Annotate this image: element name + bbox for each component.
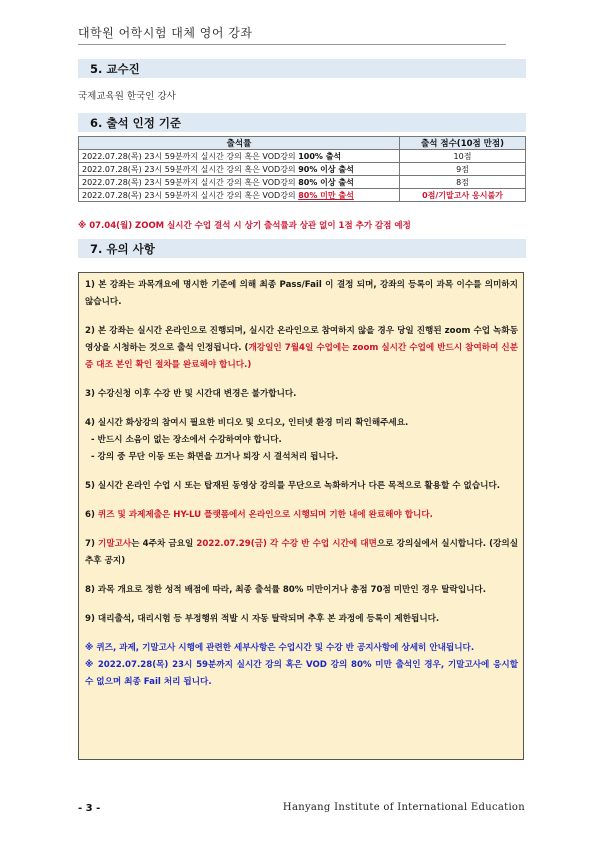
footer-org: Hanyang Institute of International Education <box>282 802 525 813</box>
row-prefix: 2022.07.28(목) 23시 59분까지 실시간 강의 혹은 VOD강의 <box>82 190 299 200</box>
section-5-heading: 5. 교수진 <box>90 62 140 76</box>
attendance-table <box>78 136 526 202</box>
notice-item-2-highlight: 개강일인 7월4일 수업에는 zoom 실시간 수업에 반드시 참여하여 신분증 대조 본인 확인 절차를 완료해야 합니다.) <box>85 343 519 370</box>
notice-note-1: ※ 퀴즈, 과제, 기말고사 시행에 관련한 세부사항은 수업시간 및 수강 반 공지사항에 상세히 안내됩니다. <box>85 643 475 653</box>
row-prefix: 2022.07.28(목) 23시 59분까지 실시간 강의 혹은 VOD강의 <box>82 151 299 161</box>
table-cell-score: 9점 <box>400 163 526 176</box>
table-cell-criteria <box>79 150 400 163</box>
section-6-bar <box>78 113 526 132</box>
notice-item-7 <box>85 536 518 570</box>
notice-item-4-sub-1: - 반드시 소음이 없는 장소에서 수강하여야 합니다. <box>91 435 282 445</box>
section-5-bar <box>78 59 526 78</box>
section-7-heading: 7. 유의 사항 <box>90 242 155 256</box>
notice-item-4-sub-2: - 강의 중 무단 이동 또는 화면을 끄거나 퇴장 시 결석처리 됩니다. <box>91 452 339 462</box>
notice-item-5: 5) 실시간 온라인 수업 시 또는 탑재된 동영상 강의를 무단으로 녹화하거나 다른 목적으로 활용할 수 없습니다. <box>85 481 501 491</box>
header-rule <box>78 44 506 45</box>
notice-item-7-rest: 으로 강의실에서 실시합니다. (강의실 추후 공지) <box>85 539 519 566</box>
zoom-penalty-note: ※ 07.04(월) ZOOM 실시간 수업 결석 시 상기 출석률과 상관 없이 1점 추가 감점 예정 <box>78 221 411 231</box>
notice-item-8: 8) 과목 개요로 정한 성적 배점에 따라, 최종 출석률 80% 미만이거나 총점 70점 미만인 경우 탈락입니다. <box>85 585 487 595</box>
row-criteria: 100% 출석 <box>298 151 342 161</box>
table-header-score: 출석 점수(10점 만점) <box>400 137 526 150</box>
footer-page-number: - 3 - <box>78 803 101 814</box>
notice-item-2-text: 2) 본 강좌는 실시간 온라인으로 진행되며, 실시간 온라인으로 참여하지 않을 경우 당일 진행된 zoom 수업 녹화동영상을 시청하는 것으로 출석 인정됩니다. ( <box>85 326 518 353</box>
notice-item-2 <box>85 323 518 374</box>
faculty-text: 국제교육원 한국인 강사 <box>78 91 176 102</box>
row-criteria: 80% 이상 출석 <box>298 177 354 187</box>
table-header-row <box>79 137 526 150</box>
notice-item-7-num: 7) <box>85 539 99 549</box>
table-cell-score: 8점 <box>400 176 526 189</box>
table-row <box>79 163 526 176</box>
notice-item-1: 1) 본 강좌는 과목개요에 명시한 기준에 의해 최종 Pass/Fail 이 결정 되며, 강좌의 등록이 과목 이수를 의미하지 않습니다. <box>85 280 518 307</box>
notice-item-6-highlight: 퀴즈 및 과제제출은 HY-LU 플랫폼에서 온라인으로 시행되며 기한 내에 완료해야 합니다. <box>97 510 433 520</box>
notice-item-7-date: 2022.07.29(금) 각 수강 반 수업 시간에 대면 <box>196 539 377 549</box>
table-row <box>79 150 526 163</box>
notice-item-6 <box>85 507 518 524</box>
notice-item-3: 3) 수강신청 이후 수강 반 및 시간대 변경은 불가합니다. <box>85 389 297 399</box>
header-title: 대학원 어학시험 대체 영어 강좌 <box>78 26 253 40</box>
notice-item-6-num: 6) <box>85 510 98 520</box>
table-cell-score: 0점/기말고사 응시불가 <box>400 189 526 202</box>
notice-item-4: 4) 실시간 화상강의 참여시 필요한 비디오 및 오디오, 인터넷 환경 미리 확인해주세요. <box>85 418 409 428</box>
table-header-attendance: 출석률 <box>79 137 400 150</box>
row-prefix: 2022.07.28(목) 23시 59분까지 실시간 강의 혹은 VOD강의 <box>82 177 299 187</box>
notice-item-7-exam: 기말고사 <box>98 539 132 549</box>
row-criteria: 90% 이상 출석 <box>298 164 354 174</box>
table-cell-criteria <box>79 189 400 202</box>
notice-box <box>78 272 524 760</box>
table-cell-criteria <box>79 176 400 189</box>
section-7-bar <box>78 239 526 258</box>
row-prefix: 2022.07.28(목) 23시 59분까지 실시간 강의 혹은 VOD강의 <box>82 164 299 174</box>
table-row <box>79 176 526 189</box>
table-cell-criteria <box>79 163 400 176</box>
notice-item-9: 9) 대리출석, 대리시험 등 부정행위 적발 시 자동 탈락되며 추후 본 과정에 등록이 제한됩니다. <box>85 614 440 624</box>
section-6-heading: 6. 출석 인정 기준 <box>90 116 182 130</box>
notice-note-2: ※ 2022.07.28(목) 23시 59분까지 실시간 강의 혹은 VOD 강의 80% 미만 출석인 경우, 기말고사에 응시할 수 없으며 최종 Fail 처리 됩니다. <box>85 660 518 687</box>
notice-item-7-text: 는 4주차 금요일 <box>131 539 197 549</box>
row-criteria: 80% 미만 출석 <box>298 190 354 200</box>
table-cell-score: 10점 <box>400 150 526 163</box>
table-row <box>79 189 526 202</box>
